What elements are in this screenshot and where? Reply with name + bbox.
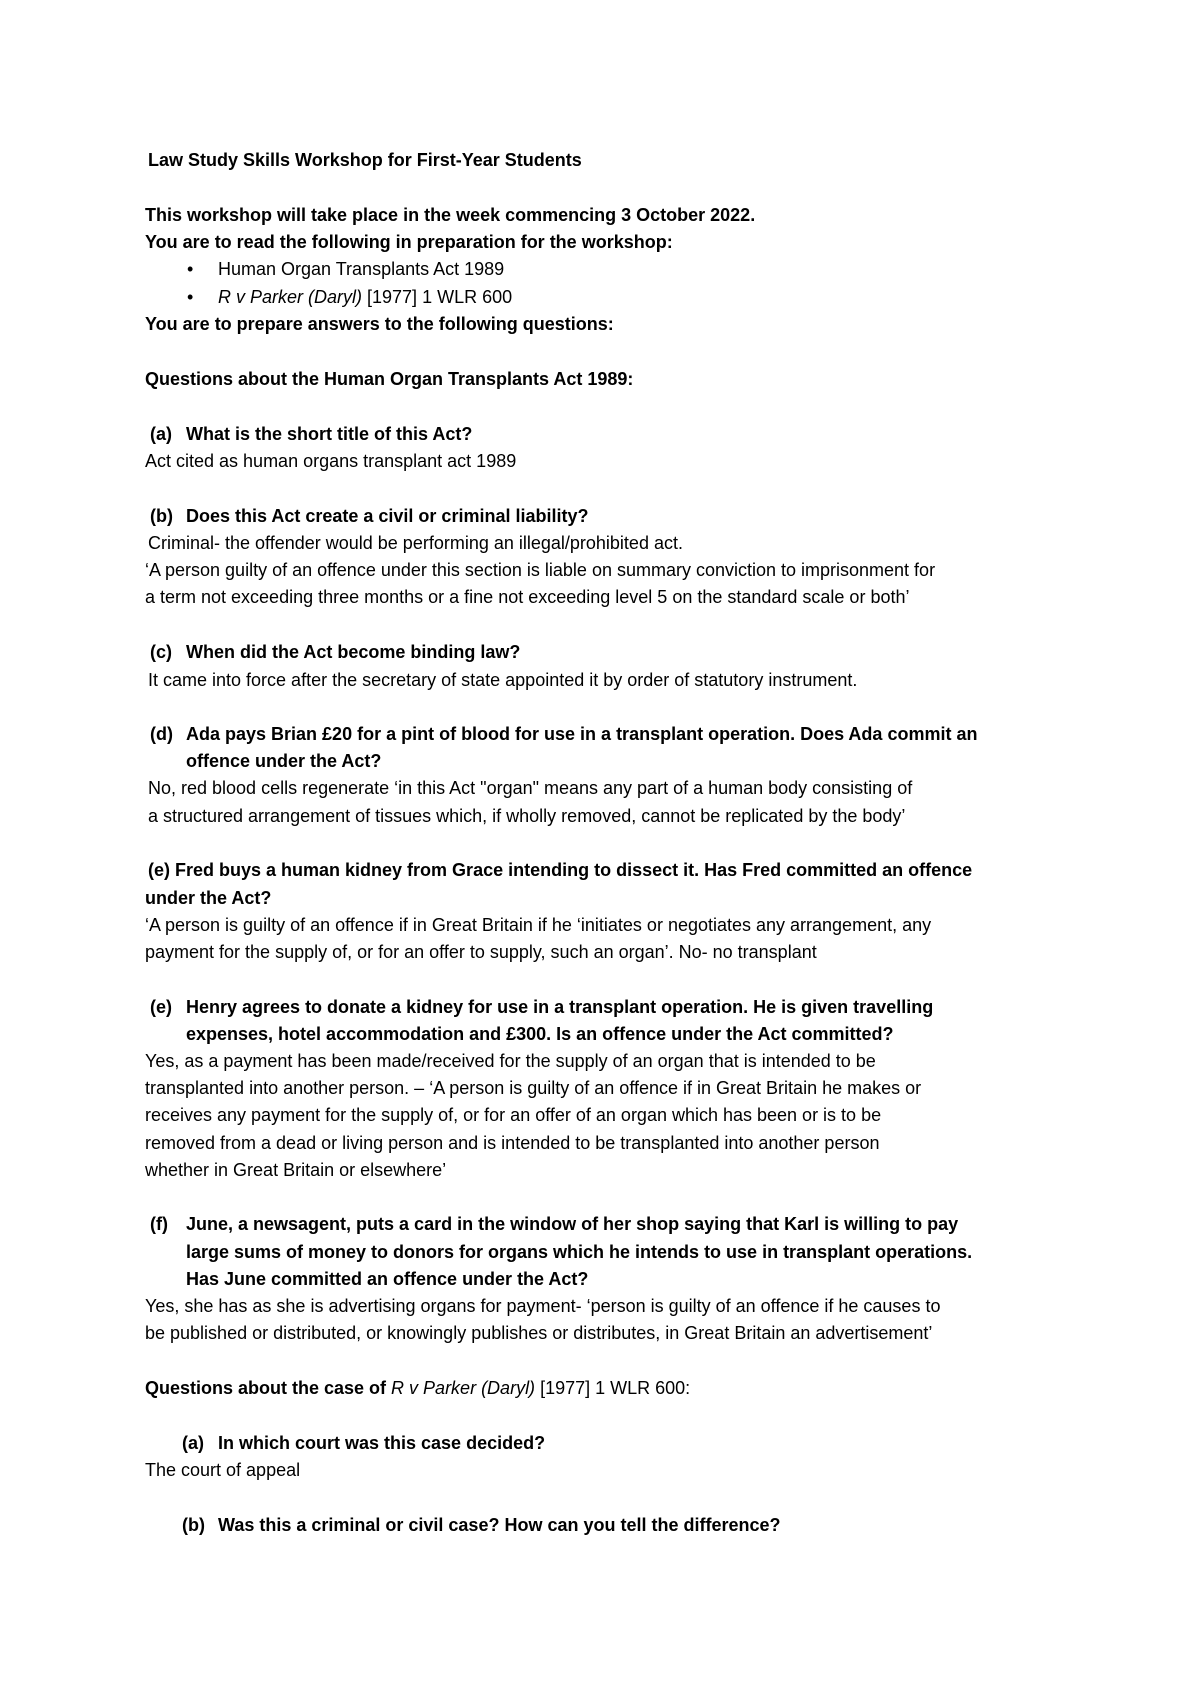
question-e2-line: Henry agrees to donate a kidney for use in a transplant operation. He is given travelling	[186, 997, 934, 1017]
bullet-icon: •	[187, 287, 194, 307]
answer-b-line: ‘A person guilty of an offence under this section is liable on summary conviction to imprisonment for	[145, 560, 936, 580]
answer-e2-line: receives any payment for the supply of, or for an offer of an organ which has been or is to be	[145, 1105, 882, 1125]
question-d-line: offence under the Act?	[186, 751, 382, 771]
answer-f-line: Yes, she has as she is advertising organs for payment- ‘person is guilty of an offence if he causes to	[145, 1296, 941, 1316]
question-label: (b)	[150, 506, 173, 526]
answer-e2-line: whether in Great Britain or elsewhere’	[145, 1160, 447, 1180]
question-label: (a)	[182, 1433, 204, 1453]
case-name: R v Parker (Daryl)	[391, 1378, 536, 1398]
answer-b-line: Criminal- the offender would be performing an illegal/prohibited act.	[148, 533, 683, 553]
answer-a: Act cited as human organs transplant act 1989	[145, 451, 517, 471]
bullet-icon: •	[187, 259, 194, 279]
question-label: (f)	[150, 1214, 168, 1234]
answer-c: It came into force after the secretary of state appointed it by order of statutory instrument.	[148, 670, 858, 690]
section2-heading: Questions about the case of R v Parker (Daryl) [1977] 1 WLR 600:	[145, 1378, 691, 1398]
question-f-line: large sums of money to donors for organs which he intends to use in transplant operations.	[186, 1242, 973, 1262]
question-label: (e)	[150, 997, 172, 1017]
reading-item-2	[218, 286, 512, 308]
case-answer-a: The court of appeal	[145, 1460, 301, 1480]
answer-b-line: a term not exceeding three months or a fine not exceeding level 5 on the standard scale or both’	[145, 587, 910, 607]
intro-line-3: You are to prepare answers to the following questions:	[145, 314, 614, 334]
intro-line-1: This workshop will take place in the week commencing 3 October 2022.	[145, 205, 756, 225]
answer-e1-line: payment for the supply of, or for an offer to supply, such an organ’. No- no transplant	[145, 942, 817, 962]
answer-d-line: No, red blood cells regenerate ‘in this Act "organ" means any part of a human body consisting of	[148, 778, 913, 798]
question-e1-line: under the Act?	[145, 888, 272, 908]
question-label: (b)	[182, 1515, 205, 1535]
case-name: R v Parker (Daryl)	[218, 287, 363, 307]
question-e2-line: expenses, hotel accommodation and £300. Is an offence under the Act committed?	[186, 1024, 894, 1044]
case-citation: [1977] 1 WLR 600	[362, 287, 513, 307]
question-f-line: June, a newsagent, puts a card in the window of her shop saying that Karl is willing to pay	[186, 1214, 959, 1234]
section1-heading: Questions about the Human Organ Transplants Act 1989:	[145, 369, 634, 389]
reading-item-1: Human Organ Transplants Act 1989	[218, 259, 505, 279]
question-e1-line: (e) Fred buys a human kidney from Grace intending to dissect it. Has Fred committed an offence	[148, 860, 973, 880]
question-label: (a)	[150, 424, 172, 444]
question-label: (c)	[150, 642, 172, 662]
question-b: Does this Act create a civil or criminal liability?	[186, 506, 589, 526]
question-c: When did the Act become binding law?	[186, 642, 521, 662]
answer-d-line: a structured arrangement of tissues which, if wholly removed, cannot be replicated by the body’	[148, 806, 906, 826]
answer-e2-line: removed from a dead or living person and is intended to be transplanted into another person	[145, 1133, 880, 1153]
case-question-b: Was this a criminal or civil case? How can you tell the difference?	[218, 1515, 781, 1535]
question-label: (d)	[150, 724, 173, 744]
question-d-line: Ada pays Brian £20 for a pint of blood for use in a transplant operation. Does Ada commit an	[186, 724, 978, 744]
question-a: What is the short title of this Act?	[186, 424, 473, 444]
answer-e1-line: ‘A person is guilty of an offence if in Great Britain if he ‘initiates or negotiates any arrangement, any	[145, 915, 932, 935]
case-question-a: In which court was this case decided?	[218, 1433, 546, 1453]
document-title: Law Study Skills Workshop for First-Year Students	[148, 150, 582, 170]
intro-line-2: You are to read the following in preparation for the workshop:	[145, 232, 673, 252]
answer-f-line: be published or distributed, or knowingly publishes or distributes, in Great Britain an advertisement’	[145, 1323, 933, 1343]
answer-e2-line: transplanted into another person. – ‘A person is guilty of an offence if in Great Britain he makes or	[145, 1078, 922, 1098]
answer-e2-line: Yes, as a payment has been made/received for the supply of an organ that is intended to be	[145, 1051, 876, 1071]
question-f-line: Has June committed an offence under the Act?	[186, 1269, 589, 1289]
